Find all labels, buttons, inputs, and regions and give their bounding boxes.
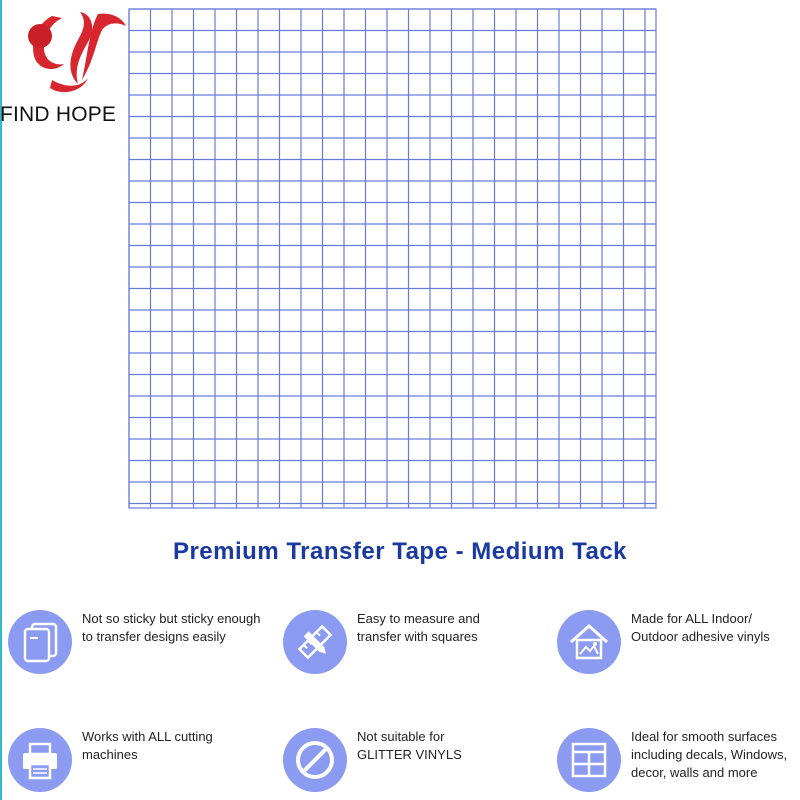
feature-sticky [8,610,260,674]
logo-mark-icon [22,8,132,98]
window-icon [557,728,621,792]
printer-icon [8,728,72,792]
feature-not-glitter [283,728,462,792]
feature-text: Not so sticky but sticky enough to transfer designs easily [82,611,261,644]
feature-text: Works with ALL cutting machines [82,729,213,762]
feature-text: Not suitable for GLITTER VINYLS [357,729,462,762]
feature-text: Easy to measure and transfer with squares [357,611,480,644]
brand-name: FIND HOPE [0,103,117,126]
feature-smooth-surfaces [557,728,787,792]
transfer-tape-grid [128,8,658,510]
feature-text: Ideal for smooth surfaces including decals, Windows, decor, walls and more [631,729,788,780]
feature-cutting-machines [8,728,213,792]
feature-indoor-outdoor [557,610,770,674]
feature-measure [283,610,480,674]
house-icon [557,610,621,674]
product-headline: Premium Transfer Tape - Medium Tack [172,538,628,565]
ruler-pencil-icon [283,610,347,674]
feature-text: Made for ALL Indoor/ Outdoor adhesive vinyls [631,611,770,644]
prohibited-icon [283,728,347,792]
tape-sheet-icon [8,610,72,674]
